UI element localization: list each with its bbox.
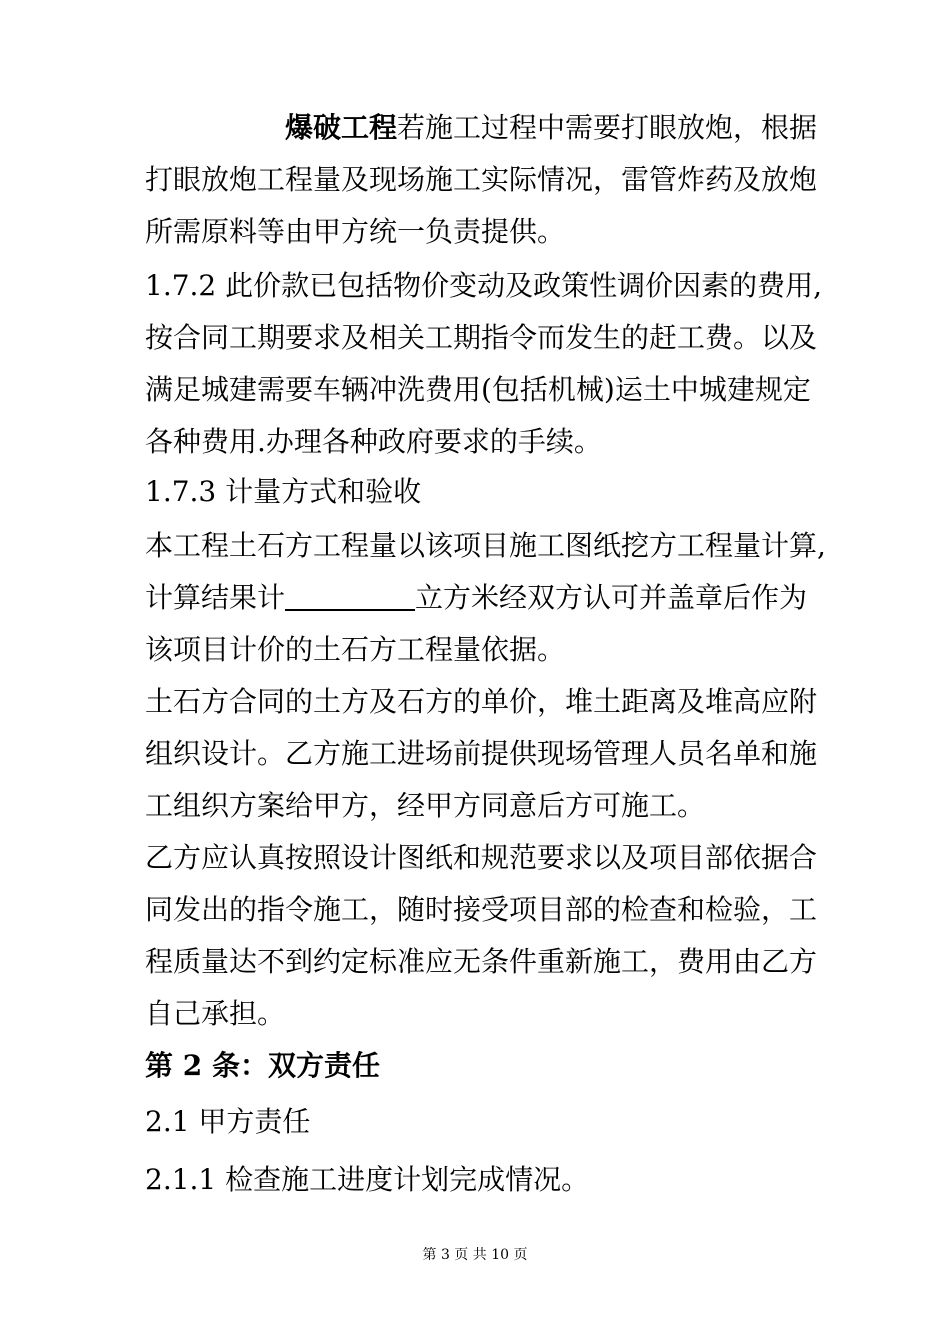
text-segment: 若施工过程中需要打眼放炮，根据 xyxy=(397,111,818,144)
text-line: 土石方合同的土方及石方的单价，堆土距离及堆高应附 xyxy=(145,685,818,718)
text-line: 1.7.2 此价款已包括物价变动及政策性调价因素的费用, xyxy=(145,269,823,302)
text-line: 程质量达不到约定标准应无条件重新施工，费用由乙方 xyxy=(145,945,818,978)
paragraph-1-7-3 xyxy=(145,466,845,518)
text-segment: 计算结果计 xyxy=(145,581,286,614)
text-line: 该项目计价的土石方工程量依据。 xyxy=(145,633,566,666)
paragraph-blasting xyxy=(145,102,845,258)
text-line: 所需原料等由甲方统一负责提供。 xyxy=(145,215,566,248)
text-line: 满足城建需要车辆冲洗费用(包括机械)运土中城建规定 xyxy=(145,373,811,406)
page-footer: 第 3 页 共 10 页 xyxy=(422,1247,528,1263)
text-segment: 立方米经双方认可并盖章后作为 xyxy=(415,581,808,614)
bold-lead: 爆破工程 xyxy=(285,111,398,144)
text-line xyxy=(145,102,845,154)
paragraph-unit-price xyxy=(145,676,845,832)
text-line xyxy=(145,572,845,624)
text-line: 乙方应认真按照设计图纸和规范要求以及项目部依据合 xyxy=(145,841,818,874)
paragraph-2-1-1 xyxy=(145,1154,845,1206)
paragraph-quality xyxy=(145,832,845,1040)
text-line: 打眼放炮工程量及现场施工实际情况，雷管炸药及放炮 xyxy=(145,163,818,196)
text-line: 2.1 甲方责任 xyxy=(145,1105,311,1138)
text-line: 工组织方案给甲方，经甲方同意后方可施工。 xyxy=(145,789,706,822)
text-line: 各种费用.办理各种政府要求的手续。 xyxy=(145,425,602,458)
text-line: 本工程土石方工程量以该项目施工图纸挖方工程量计算, xyxy=(145,529,826,562)
text-line: 自己承担。 xyxy=(145,997,286,1030)
text-line: 同发出的指令施工，随时接受项目部的检查和检验，工 xyxy=(145,893,818,926)
section-heading xyxy=(145,1040,845,1092)
text-line: 组织设计。乙方施工进场前提供现场管理人员名单和施 xyxy=(145,737,818,770)
heading-text: 第 2 条：双方责任 xyxy=(145,1049,380,1082)
text-line: 1.7.3 计量方式和验收 xyxy=(145,475,422,508)
text-line: 2.1.1 检查施工进度计划完成情况。 xyxy=(145,1163,590,1196)
paragraph-1-7-2 xyxy=(145,260,845,468)
text-line: 按合同工期要求及相关工期指令而发生的赶工费。以及 xyxy=(145,321,818,354)
paragraph-quantity xyxy=(145,520,845,676)
paragraph-2-1 xyxy=(145,1096,845,1148)
fill-in-blank[interactable] xyxy=(285,579,415,611)
